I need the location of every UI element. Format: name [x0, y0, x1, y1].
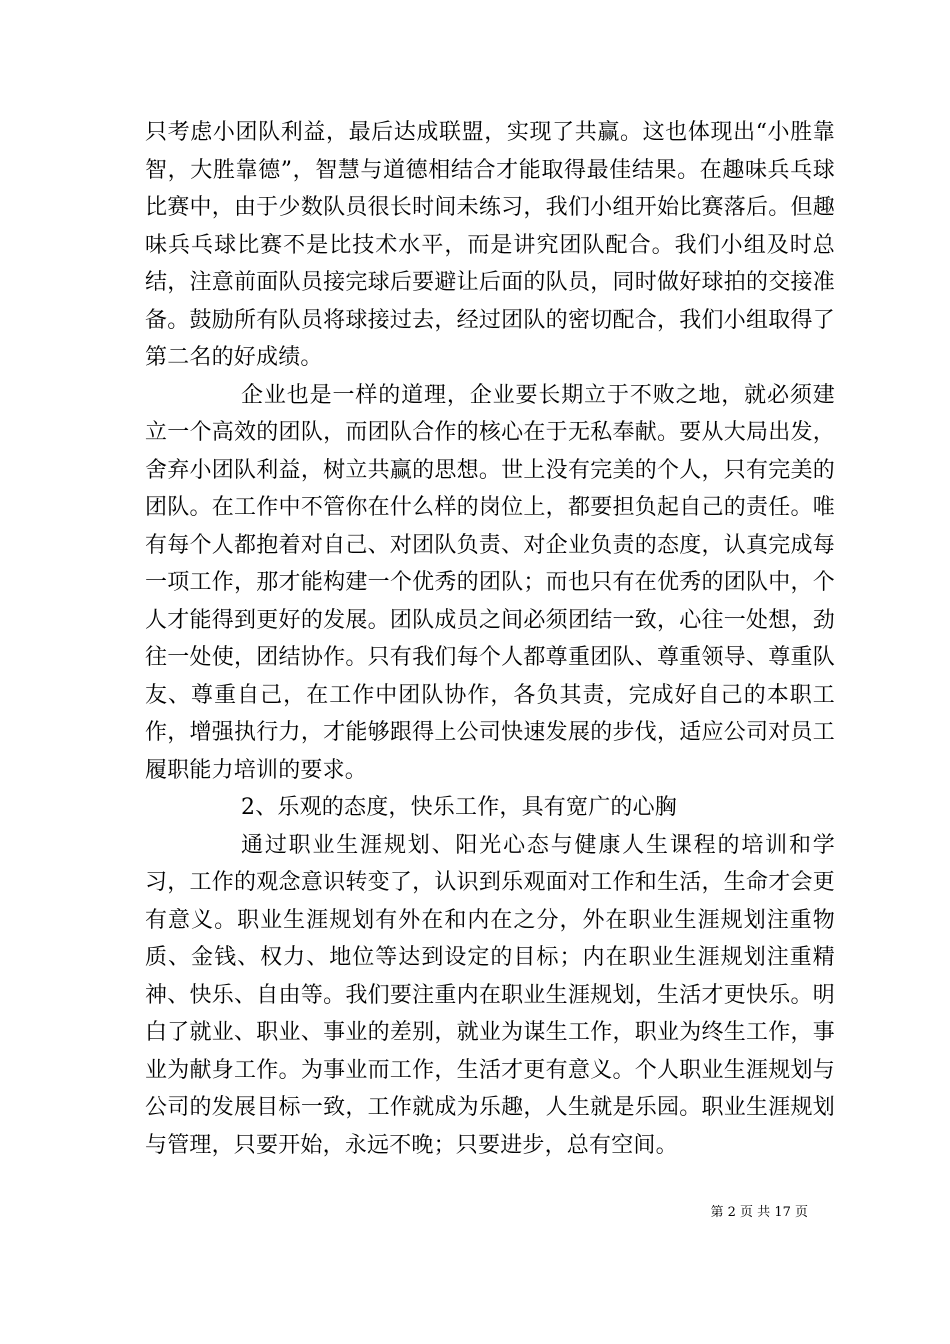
page-number: 第 2 页 共 17 页 — [710, 1205, 808, 1220]
section-heading: 2、乐观的态度，快乐工作，具有宽广的心胸 — [241, 795, 677, 820]
paragraph-1: 只考虑小团队利益，最后达成联盟，实现了共赢。这也体现出“小胜靠智，大胜靠德”，智慧与道德相结合才能取得最佳结果。在趣味兵乓球比赛中，由于少数队员很长时间未练习，我们小组开始比赛落后。但趣味兵乓球比赛不是比技术水平，而是讲究团队配合。我们小组及时总结，注意前面队员接完球后要避让后面的队员，同时做好球拍的交接准备。鼓励所有队员将球接过去，经过团队的密切配合，我们小组取得了第二名的好成绩。 — [145, 120, 835, 370]
paragraph-2: 企业也是一样的道理，企业要长期立于不败之地，就必须建立一个高效的团队，而团队合作的核心在于无私奉献。要从大局出发，舍弃小团队利益，树立共赢的思想。世上没有完美的个人，只有完美的团队。在工作中不管你在什么样的岗位上，都要担负起自己的责任。唯有每个人都抱着对自己、对团队负责、对企业负责的态度，认真完成每一项工作，那才能构建一个优秀的团队；而也只有在优秀的团队中，个人才能得到更好的发展。团队成员之间必须团结一致，心往一处想，劲往一处使，团结协作。只有我们每个人都尊重团队、尊重领导、尊重队友、尊重自己，在工作中团队协作，各负其责，完成好自己的本职工作，增强执行力，才能够跟得上公司快速发展的步伐，适应公司对员工履职能力培训的要求。 — [145, 382, 835, 783]
paragraph-3: 通过职业生涯规划、阳光心态与健康人生课程的培训和学习，工作的观念意识转变了，认识到乐观面对工作和生活，生命才会更有意义。职业生涯规划有外在和内在之分，外在职业生涯规划注重物质、金钱、权力、地位等达到设定的目标；内在职业生涯规划注重精神、快乐、自由等。我们要注重内在职业生涯规划，生活才更快乐。明白了就业、职业、事业的差别，就业为谋生工作，职业为终生工作，事业为献身工作。为事业而工作，生活才更有意义。个人职业生涯规划与公司的发展目标一致，工作就成为乐趣，人生就是乐园。职业生涯规划与管理，只要开始，永远不晚；只要进步，总有空间。 — [145, 832, 835, 1158]
document-body — [145, 114, 835, 1164]
